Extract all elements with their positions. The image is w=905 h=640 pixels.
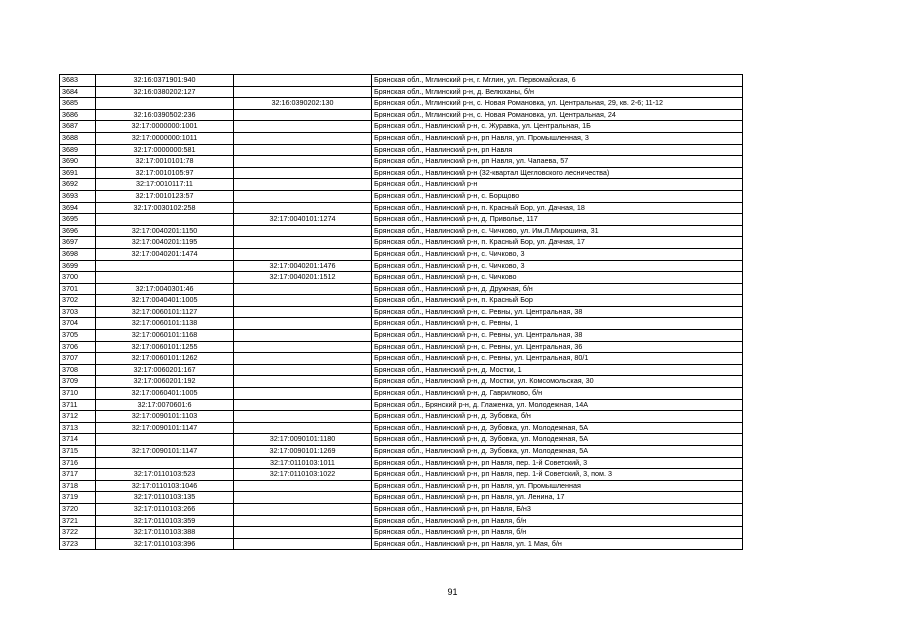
linked-cadastral-number-cell — [234, 527, 372, 539]
address-cell: Брянская обл., Мглинский р-н, д. Велюханы, б/н — [372, 86, 743, 98]
cadastral-number-cell: 32:17:0110103:1046 — [96, 480, 234, 492]
row-number-cell: 3715 — [60, 446, 96, 458]
address-cell: Брянская обл., Мглинский р-н, с. Новая Романовка, ул. Центральная, 24 — [372, 109, 743, 121]
address-cell: Брянская обл., Навлинский р-н, д. Зубовка, б/н — [372, 411, 743, 423]
table-row — [60, 272, 743, 284]
address-cell: Брянская обл., Навлинский р-н, п. Красный Бор, ул. Дачная, 17 — [372, 237, 743, 249]
address-cell: Брянская обл., Навлинский р-н, рп Навля, ул. Чапаева, 57 — [372, 156, 743, 168]
linked-cadastral-number-cell: 32:17:0040101:1274 — [234, 214, 372, 226]
cadastral-number-cell: 32:17:0040401:1005 — [96, 295, 234, 307]
row-number-cell: 3691 — [60, 167, 96, 179]
table-row — [60, 538, 743, 550]
row-number-cell: 3711 — [60, 399, 96, 411]
cadastral-number-cell: 32:17:0110103:266 — [96, 503, 234, 515]
cadastral-number-cell: 32:17:0060201:192 — [96, 376, 234, 388]
linked-cadastral-number-cell — [234, 190, 372, 202]
table-row — [60, 295, 743, 307]
address-cell: Брянская обл., Навлинский р-н, с. Ревны, ул. Центральная, 38 — [372, 330, 743, 342]
address-cell: Брянская обл., Навлинский р-н, рп Навля — [372, 144, 743, 156]
linked-cadastral-number-cell — [234, 376, 372, 388]
row-number-cell: 3712 — [60, 411, 96, 423]
address-cell: Брянская обл., Навлинский р-н, д. Мостки, ул. Комсомольская, 30 — [372, 376, 743, 388]
linked-cadastral-number-cell — [234, 132, 372, 144]
table-row — [60, 109, 743, 121]
table-row — [60, 225, 743, 237]
table-row — [60, 132, 743, 144]
cadastral-number-cell: 32:17:0040201:1195 — [96, 237, 234, 249]
cadastral-number-cell: 32:16:0380202:127 — [96, 86, 234, 98]
linked-cadastral-number-cell — [234, 538, 372, 550]
address-cell: Брянская обл., Навлинский р-н (32-квартал Щегловского лесничества) — [372, 167, 743, 179]
cadastral-number-cell: 32:17:0110103:396 — [96, 538, 234, 550]
address-cell: Брянская обл., Навлинский р-н, п. Красный Бор — [372, 295, 743, 307]
linked-cadastral-number-cell: 32:17:0040201:1476 — [234, 260, 372, 272]
row-number-cell: 3708 — [60, 364, 96, 376]
cadastral-number-cell: 32:17:0090101:1147 — [96, 422, 234, 434]
address-cell: Брянская обл., Навлинский р-н, рп Навля, ул. 1 Мая, б/н — [372, 538, 743, 550]
address-cell: Брянская обл., Навлинский р-н, рп Навля, ул. Ленина, 17 — [372, 492, 743, 504]
table-row — [60, 515, 743, 527]
table-row — [60, 330, 743, 342]
cadastral-number-cell — [96, 457, 234, 469]
cadastral-number-cell: 32:17:0000000:581 — [96, 144, 234, 156]
cadastral-number-cell: 32:17:0000000:1011 — [96, 132, 234, 144]
row-number-cell: 3689 — [60, 144, 96, 156]
address-cell: Брянская обл., Навлинский р-н, с. Ревны, ул. Центральная, 36 — [372, 341, 743, 353]
cadastral-number-cell: 32:17:0040201:1474 — [96, 248, 234, 260]
linked-cadastral-number-cell — [234, 75, 372, 87]
address-cell: Брянская обл., Навлинский р-н, с. Борщово — [372, 190, 743, 202]
linked-cadastral-number-cell: 32:16:0390202:130 — [234, 98, 372, 110]
row-number-cell: 3697 — [60, 237, 96, 249]
address-cell: Брянская обл., Навлинский р-н, с. Чичково — [372, 272, 743, 284]
linked-cadastral-number-cell — [234, 480, 372, 492]
row-number-cell: 3701 — [60, 283, 96, 295]
row-number-cell: 3714 — [60, 434, 96, 446]
address-cell: Брянская обл., Навлинский р-н, п. Красный Бор, ул. Дачная, 18 — [372, 202, 743, 214]
table-row — [60, 492, 743, 504]
cadastral-number-cell: 32:17:0070601:6 — [96, 399, 234, 411]
linked-cadastral-number-cell: 32:17:0040201:1512 — [234, 272, 372, 284]
row-number-cell: 3700 — [60, 272, 96, 284]
address-cell: Брянская обл., Навлинский р-н, с. Ревны, 1 — [372, 318, 743, 330]
cadastral-number-cell: 32:17:0010123:57 — [96, 190, 234, 202]
row-number-cell: 3693 — [60, 190, 96, 202]
table-row — [60, 202, 743, 214]
row-number-cell: 3721 — [60, 515, 96, 527]
row-number-cell: 3702 — [60, 295, 96, 307]
cadastral-number-cell: 32:17:0090101:1103 — [96, 411, 234, 423]
cadastral-number-cell: 32:17:0010117:11 — [96, 179, 234, 191]
linked-cadastral-number-cell — [234, 283, 372, 295]
row-number-cell: 3718 — [60, 480, 96, 492]
address-cell: Брянская обл., Навлинский р-н, рп Навля, ул. Промышленная, 3 — [372, 132, 743, 144]
row-number-cell: 3717 — [60, 469, 96, 481]
address-cell: Брянская обл., Навлинский р-н, рп Навля, б/н — [372, 515, 743, 527]
cadastral-number-cell: 32:17:0060101:1262 — [96, 353, 234, 365]
row-number-cell: 3683 — [60, 75, 96, 87]
row-number-cell: 3706 — [60, 341, 96, 353]
address-cell: Брянская обл., Навлинский р-н, с. Ревны, ул. Центральная, 80/1 — [372, 353, 743, 365]
cadastral-number-cell: 32:17:0090101:1147 — [96, 446, 234, 458]
address-cell: Брянская обл., Навлинский р-н, д. Гаврилково, б/н — [372, 388, 743, 400]
linked-cadastral-number-cell — [234, 248, 372, 260]
row-number-cell: 3698 — [60, 248, 96, 260]
row-number-cell: 3688 — [60, 132, 96, 144]
cadastral-number-cell: 32:17:0000000:1001 — [96, 121, 234, 133]
linked-cadastral-number-cell — [234, 492, 372, 504]
table-row — [60, 179, 743, 191]
row-number-cell: 3704 — [60, 318, 96, 330]
row-number-cell: 3723 — [60, 538, 96, 550]
cadastral-number-cell: 32:17:0040301:46 — [96, 283, 234, 295]
cadastral-number-cell: 32:16:0371901:940 — [96, 75, 234, 87]
row-number-cell: 3685 — [60, 98, 96, 110]
address-cell: Брянская обл., Навлинский р-н, с. Чичково, 3 — [372, 248, 743, 260]
cadastral-number-cell: 32:17:0060101:1138 — [96, 318, 234, 330]
cadastral-number-cell: 32:17:0060201:167 — [96, 364, 234, 376]
linked-cadastral-number-cell — [234, 121, 372, 133]
table-row — [60, 399, 743, 411]
table-row — [60, 353, 743, 365]
address-cell: Брянская обл., Навлинский р-н, рп Навля, б/н — [372, 527, 743, 539]
linked-cadastral-number-cell — [234, 225, 372, 237]
address-cell: Брянская обл., Навлинский р-н, с. Чичково, 3 — [372, 260, 743, 272]
table-row — [60, 156, 743, 168]
cadastral-number-cell: 32:17:0040201:1150 — [96, 225, 234, 237]
table-row — [60, 121, 743, 133]
address-cell: Брянская обл., Навлинский р-н — [372, 179, 743, 191]
cadastral-number-cell: 32:17:0110103:359 — [96, 515, 234, 527]
row-number-cell: 3713 — [60, 422, 96, 434]
address-cell: Брянская обл., Навлинский р-н, д. Зубовка, ул. Молодежная, 5А — [372, 446, 743, 458]
address-cell: Брянская обл., Навлинский р-н, рп Навля, пер. 1-й Советский, 3, пом. 3 — [372, 469, 743, 481]
row-number-cell: 3694 — [60, 202, 96, 214]
linked-cadastral-number-cell — [234, 503, 372, 515]
linked-cadastral-number-cell — [234, 422, 372, 434]
table-row — [60, 190, 743, 202]
address-cell: Брянская обл., Навлинский р-н, д. Приволье, 117 — [372, 214, 743, 226]
linked-cadastral-number-cell — [234, 515, 372, 527]
linked-cadastral-number-cell — [234, 330, 372, 342]
table-row — [60, 98, 743, 110]
address-cell: Брянская обл., Навлинский р-н, с. Ревны, ул. Центральная, 38 — [372, 306, 743, 318]
cadastral-number-cell: 32:17:0110103:135 — [96, 492, 234, 504]
linked-cadastral-number-cell — [234, 156, 372, 168]
linked-cadastral-number-cell — [234, 306, 372, 318]
table-row — [60, 480, 743, 492]
address-cell: Брянская обл., Мглинский р-н, г. Мглин, ул. Первомайская, 6 — [372, 75, 743, 87]
table-row — [60, 306, 743, 318]
table-row — [60, 75, 743, 87]
row-number-cell: 3690 — [60, 156, 96, 168]
table-row — [60, 144, 743, 156]
cadastral-number-cell: 32:17:0060101:1255 — [96, 341, 234, 353]
address-cell: Брянская обл., Брянский р-н, д. Глаженка, ул. Молодежная, 14А — [372, 399, 743, 411]
row-number-cell: 3687 — [60, 121, 96, 133]
linked-cadastral-number-cell: 32:17:0090101:1269 — [234, 446, 372, 458]
row-number-cell: 3720 — [60, 503, 96, 515]
row-number-cell: 3710 — [60, 388, 96, 400]
linked-cadastral-number-cell — [234, 318, 372, 330]
address-cell: Брянская обл., Навлинский р-н, с. Журавка, ул. Центральная, 1Б — [372, 121, 743, 133]
table-row — [60, 237, 743, 249]
linked-cadastral-number-cell — [234, 167, 372, 179]
cadastral-number-cell: 32:17:0010105:97 — [96, 167, 234, 179]
linked-cadastral-number-cell — [234, 388, 372, 400]
cadastral-number-cell — [96, 260, 234, 272]
linked-cadastral-number-cell — [234, 399, 372, 411]
table-row — [60, 422, 743, 434]
cadastral-number-cell: 32:17:0060101:1168 — [96, 330, 234, 342]
address-cell: Брянская обл., Навлинский р-н, рп Навля, Б/н3 — [372, 503, 743, 515]
row-number-cell: 3722 — [60, 527, 96, 539]
table-row — [60, 248, 743, 260]
table-row — [60, 503, 743, 515]
table-row — [60, 434, 743, 446]
linked-cadastral-number-cell: 32:17:0110103:1022 — [234, 469, 372, 481]
linked-cadastral-number-cell — [234, 202, 372, 214]
table-row — [60, 214, 743, 226]
cadastral-number-cell: 32:17:0060401:1005 — [96, 388, 234, 400]
cadastral-number-cell — [96, 272, 234, 284]
row-number-cell: 3699 — [60, 260, 96, 272]
linked-cadastral-number-cell — [234, 411, 372, 423]
linked-cadastral-number-cell — [234, 109, 372, 121]
row-number-cell: 3696 — [60, 225, 96, 237]
table-row — [60, 446, 743, 458]
cadastral-number-cell: 32:17:0110103:388 — [96, 527, 234, 539]
address-cell: Брянская обл., Навлинский р-н, д. Зубовка, ул. Молодежная, 5А — [372, 422, 743, 434]
cadastral-number-cell — [96, 98, 234, 110]
table-row — [60, 86, 743, 98]
table-row — [60, 469, 743, 481]
table-row — [60, 527, 743, 539]
row-number-cell: 3719 — [60, 492, 96, 504]
cadastral-number-cell — [96, 434, 234, 446]
address-cell: Брянская обл., Навлинский р-н, с. Чичково, ул. Им.Л.Мирошина, 31 — [372, 225, 743, 237]
row-number-cell: 3686 — [60, 109, 96, 121]
page-number: 91 — [447, 587, 458, 597]
linked-cadastral-number-cell — [234, 295, 372, 307]
table-row — [60, 457, 743, 469]
linked-cadastral-number-cell — [234, 179, 372, 191]
address-cell: Брянская обл., Мглинский р-н, с. Новая Романовка, ул. Центральная, 29, кв. 2-6; 11-12 — [372, 98, 743, 110]
row-number-cell: 3716 — [60, 457, 96, 469]
linked-cadastral-number-cell — [234, 353, 372, 365]
cadastral-number-cell: 32:16:0390502:236 — [96, 109, 234, 121]
address-cell: Брянская обл., Навлинский р-н, рп Навля, ул. Промышленная — [372, 480, 743, 492]
table-row — [60, 167, 743, 179]
table-row — [60, 376, 743, 388]
table-body — [60, 75, 743, 550]
table-row — [60, 260, 743, 272]
row-number-cell: 3705 — [60, 330, 96, 342]
linked-cadastral-number-cell: 32:17:0090101:1180 — [234, 434, 372, 446]
address-cell: Брянская обл., Навлинский р-н, рп Навля, пер. 1-й Советский, 3 — [372, 457, 743, 469]
linked-cadastral-number-cell — [234, 86, 372, 98]
linked-cadastral-number-cell — [234, 364, 372, 376]
linked-cadastral-number-cell — [234, 237, 372, 249]
row-number-cell: 3695 — [60, 214, 96, 226]
table-row — [60, 388, 743, 400]
cadastral-number-cell: 32:17:0060101:1127 — [96, 306, 234, 318]
address-cell: Брянская обл., Навлинский р-н, д. Зубовка, ул. Молодежная, 5А — [372, 434, 743, 446]
row-number-cell: 3707 — [60, 353, 96, 365]
table-row — [60, 283, 743, 295]
cadastral-number-cell: 32:17:0110103:523 — [96, 469, 234, 481]
cadastral-number-cell: 32:17:0010101:78 — [96, 156, 234, 168]
linked-cadastral-number-cell — [234, 341, 372, 353]
row-number-cell: 3692 — [60, 179, 96, 191]
row-number-cell: 3703 — [60, 306, 96, 318]
address-cell: Брянская обл., Навлинский р-н, д. Дружная, б/н — [372, 283, 743, 295]
table-row — [60, 318, 743, 330]
linked-cadastral-number-cell: 32:17:0110103:1011 — [234, 457, 372, 469]
address-cell: Брянская обл., Навлинский р-н, д. Мостки, 1 — [372, 364, 743, 376]
registry-table — [59, 74, 743, 550]
cadastral-number-cell: 32:17:0030102:258 — [96, 202, 234, 214]
linked-cadastral-number-cell — [234, 144, 372, 156]
row-number-cell: 3709 — [60, 376, 96, 388]
table-row — [60, 341, 743, 353]
table-row — [60, 364, 743, 376]
cadastral-number-cell — [96, 214, 234, 226]
table-row — [60, 411, 743, 423]
row-number-cell: 3684 — [60, 86, 96, 98]
